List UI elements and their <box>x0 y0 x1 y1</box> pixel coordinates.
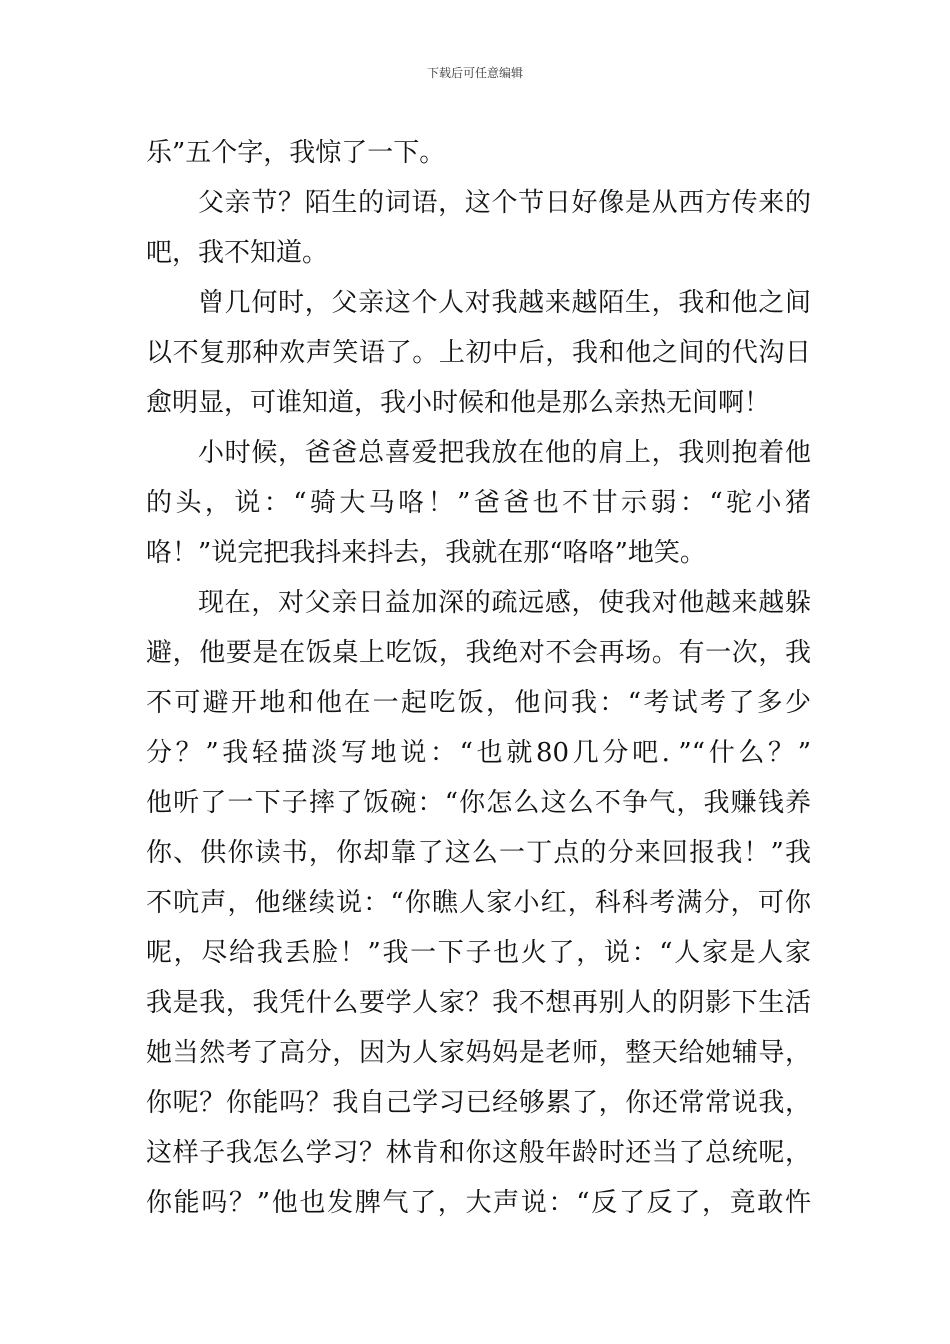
text-line: 分？”我轻描淡写地说：“也就80几分吧．”“什么？” <box>146 738 811 768</box>
text-line: 愈明显，可谁知道，我小时候和他是那么亲热无间啊！ <box>146 388 771 418</box>
text-line: 你、供你读书，你却靠了这么一丁点的分来回报我！”我 <box>146 838 811 868</box>
text-line: 父亲节？陌生的词语，这个节日好像是从西方传来的 <box>198 188 811 218</box>
text-line: 现在，对父亲日益加深的疏远感，使我对他越来越躲 <box>198 588 811 618</box>
text-line: 她当然考了高分，因为人家妈妈是老师，整天给她辅导， <box>146 1038 811 1068</box>
text-line: 的头，说：“骑大马咯！”爸爸也不甘示弱：“驼小猪 <box>146 488 811 518</box>
text-line: 咯！”说完把我抖来抖去，我就在那“咯咯”地笑。 <box>146 538 706 568</box>
text-line: 我是我，我凭什么要学人家？我不想再别人的阴影下生活 <box>146 988 811 1018</box>
text-line: 曾几何时，父亲这个人对我越来越陌生，我和他之间 <box>198 288 811 318</box>
text-line: 你呢？你能吗？我自己学习已经够累了，你还常常说我， <box>146 1088 811 1118</box>
text-line: 以不复那种欢声笑语了。上初中后，我和他之间的代沟日 <box>146 338 811 368</box>
text-line: 避，他要是在饭桌上吃饭，我绝对不会再场。有一次，我 <box>146 638 811 668</box>
text-line: 呢，尽给我丢脸！”我一下子也火了，说：“人家是人家 <box>146 938 811 968</box>
text-line: 你能吗？”他也发脾气了，大声说：“反了反了，竟敢忤 <box>146 1188 811 1218</box>
text-line: 吧，我不知道。 <box>146 238 329 268</box>
text-line: 不吭声，他继续说：“你瞧人家小红，科科考满分，可你 <box>146 888 811 918</box>
text-line: 乐”五个字，我惊了一下。 <box>146 138 446 168</box>
text-line: 小时候，爸爸总喜爱把我放在他的肩上，我则抱着他 <box>198 438 811 468</box>
page-header: 下载后可任意编辑 <box>426 66 523 80</box>
text-line: 他听了一下子摔了饭碗：“你怎么这么不争气，我赚钱养 <box>146 788 811 818</box>
body-text <box>146 128 811 1228</box>
text-line: 不可避开地和他在一起吃饭，他问我：“考试考了多少 <box>146 688 811 718</box>
text-line: 这样子我怎么学习？林肯和你这般年龄时还当了总统呢， <box>146 1138 811 1168</box>
